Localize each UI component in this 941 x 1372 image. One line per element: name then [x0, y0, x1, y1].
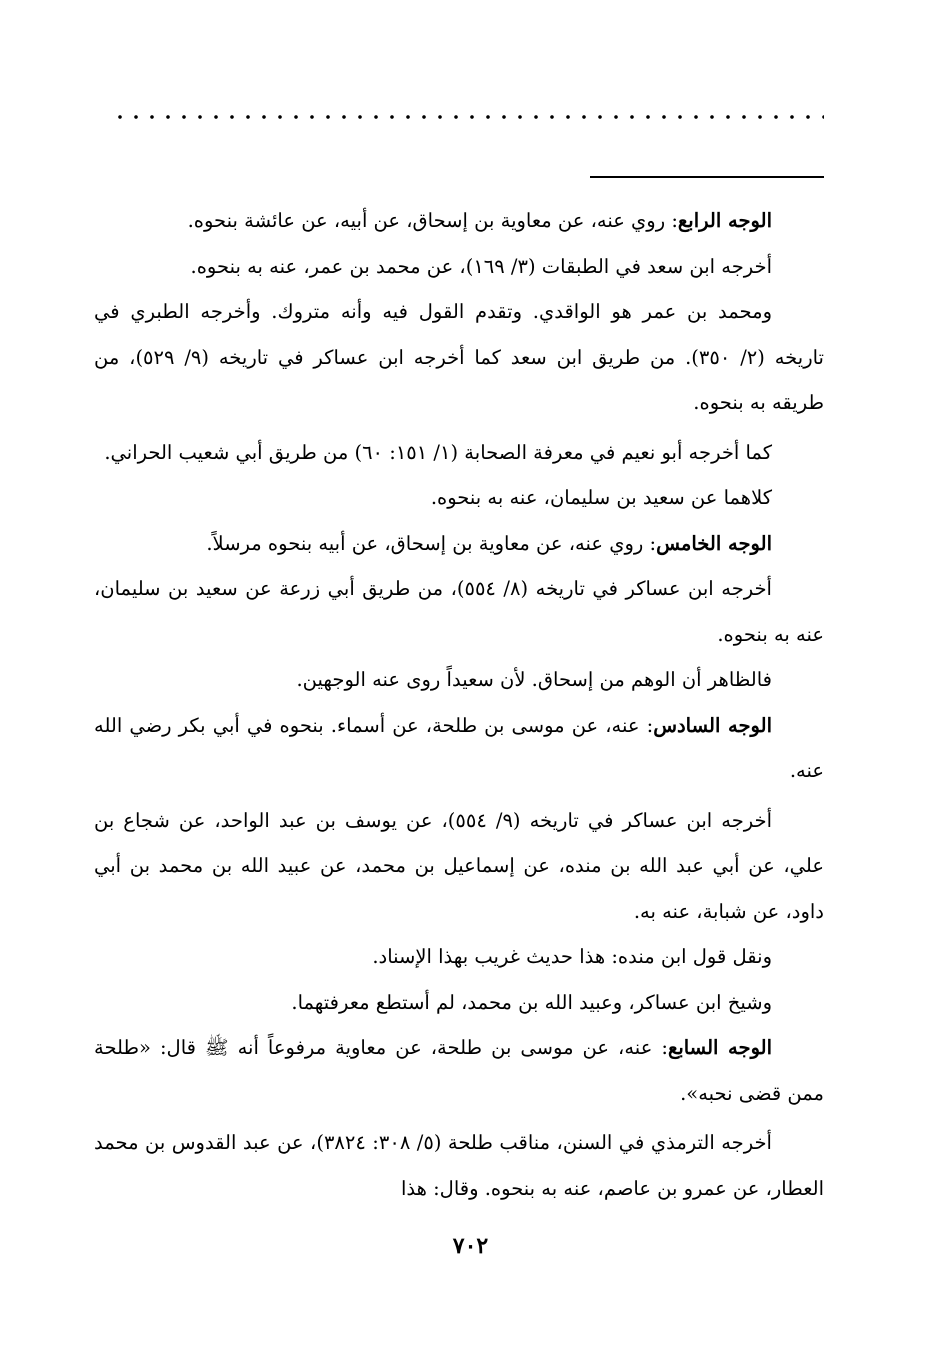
page-number: ٧٠٢: [452, 1233, 489, 1259]
paragraph-text: أخرجه ابن عساكر في تاريخه (٩/ ٥٥٤)، عن يوسف بن عبد الواحد، عن شجاع بن علي، عن أبي عبد الله بن منده، عن إسماعيل بن محمد، عن عبيد الله بن محمد بن أبي داود، عن شبابة، عنه به.: [94, 808, 824, 923]
paragraph: [94, 244, 824, 290]
section-label: الوجه الخامس: [656, 531, 772, 555]
paragraph: [94, 1025, 824, 1116]
paragraph: [94, 521, 824, 567]
paragraph-text: ومحمد بن عمر هو الواقدي. وتقدم القول فيه وأنه متروك. وأخرجه الطبري في تاريخه (٢/ ٣٥٠). من طريق ابن سعد كما أخرجه ابن عساكر في تاريخه (٩/ ٥٢٩)، من طريقه به بنحوه.: [94, 300, 824, 414]
paragraph: [94, 657, 824, 703]
section-label: الوجه السابع: [667, 1036, 773, 1059]
paragraph: [94, 798, 824, 935]
paragraph-text: كلاهما عن سعيد بن سليمان، عنه به بنحوه.: [430, 486, 772, 509]
paragraph-text: أخرجه ابن سعد في الطبقات (٣/ ١٦٩)، عن محمد بن عمر، عنه به بنحوه.: [190, 254, 772, 278]
paragraph: [94, 475, 824, 521]
paragraph: [94, 703, 824, 794]
paragraph-text: : روي عنه، عن معاوية بن إسحاق، عن أبيه بنحوه مرسلاً.: [206, 531, 657, 555]
paragraph-text: كما أخرجه أبو نعيم في معرفة الصحابة (١/ ١٥١: ٦٠) من طريق أبي شعيب الحراني.: [104, 440, 772, 464]
paragraph-text: : عنه، عن موسى بن طلحة، عن أسماء. بنحوه في أبي بكر رضي الله عنه.: [94, 713, 824, 782]
paragraph: [94, 934, 824, 980]
paragraph-text: وشيخ ابن عساكر، وعبيد الله بن محمد، لم أستطع معرفتهما.: [291, 990, 772, 1014]
paragraph: [94, 980, 824, 1026]
paragraph-text: أخرجه الترمذي في السنن، مناقب طلحة (٥/ ٣٠٨: ٣٨٢٤)، عن عبد القدوس بن محمد العطار، عن عمرو بن عاصم، عنه به بنحوه. وقال: هذا: [94, 1131, 824, 1200]
section-label: الوجه السادس: [653, 713, 772, 737]
page-body: [94, 198, 824, 1211]
paragraph: [94, 430, 824, 476]
section-label: الوجه الرابع: [677, 209, 772, 232]
paragraph: [94, 1120, 824, 1211]
paragraph-text: فالظاهر أن الوهم من إسحاق. لأن سعيداً روى عنه الوجهين.: [296, 668, 772, 691]
paragraph-text: أخرجه ابن عساكر في تاريخه (٨/ ٥٥٤)، من طريق أبي زرعة عن سعيد بن سليمان، عنه به بنحوه.: [94, 577, 824, 646]
paragraph-text: : روي عنه، عن معاوية بن إسحاق، عن أبيه، عن عائشة بنحوه.: [187, 209, 678, 232]
paragraph: [94, 566, 824, 657]
paragraph: [94, 289, 824, 426]
paragraph: [94, 198, 824, 244]
dotted-separator: [112, 114, 824, 120]
footnote-rule: [590, 176, 824, 178]
paragraph-text: : عنه، عن موسى بن طلحة، عن معاوية مرفوعاً أنه ﷺ قال: «طلحة ممن قضى نحبه».: [94, 1036, 824, 1105]
paragraph-text: ونقل قول ابن منده: هذا حديث غريب بهذا الإسناد.: [372, 945, 772, 968]
